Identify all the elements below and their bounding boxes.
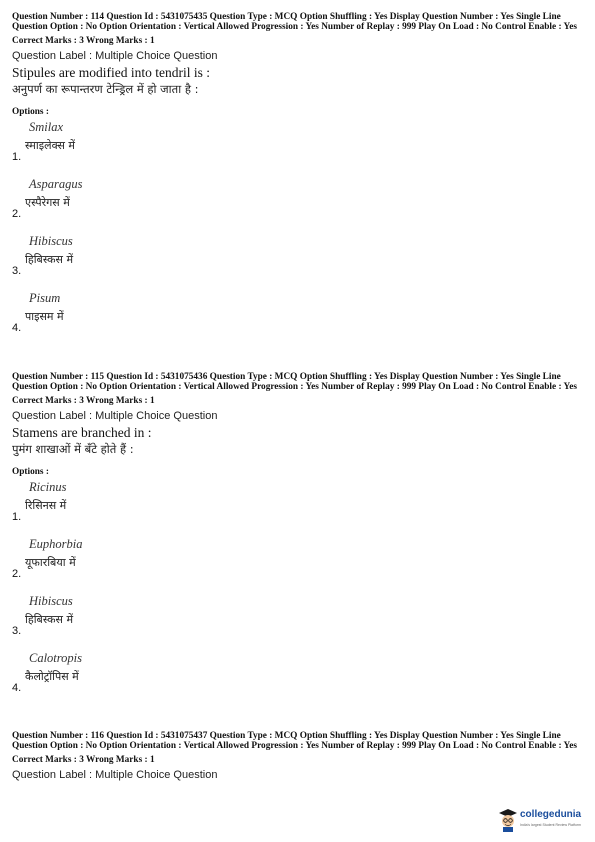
question-stem-english: Stamens are branched in :	[12, 425, 152, 441]
marks-line: Correct Marks : 3 Wrong Marks : 1	[12, 396, 155, 407]
graduate-avatar-icon	[498, 808, 518, 832]
question-block-116	[12, 731, 584, 782]
logo-tagline: India's largest Student Review Platform	[520, 823, 581, 827]
question-stem-hindi: पुमंग शाखाओं में बँटे होते हैं :	[12, 442, 134, 457]
collegedunia-logo	[498, 806, 590, 836]
option-text-hindi: कैलोट्रॉपिस में	[25, 670, 79, 684]
question-meta: Question Number : 115 Question Id : 5431075436 Question Type : MCQ Option Shuffling : Yes Display Question Number : Yes Single Line Question Option : No Option Orientation : Vertical Allowed Progression : Yes Number of Replay : 999 Play On Load : No Control Enable : Yes	[12, 372, 577, 393]
option-text-hindi: रिसिनस में	[25, 499, 67, 513]
question-meta: Question Number : 114 Question Id : 5431075435 Question Type : MCQ Option Shuffling : Yes Display Question Number : Yes Single Line Question Option : No Option Orientation : Vertical Allowed Progression : Yes Number of Replay : 999 Play On Load : No Control Enable : Yes	[12, 12, 577, 33]
question-stem-english: Stipules are modified into tendril is :	[12, 65, 210, 81]
option-text-english: Hibiscus	[29, 594, 73, 609]
option-text-english: Smilax	[29, 120, 64, 135]
option-number: 2.	[12, 568, 22, 581]
options-heading: Options :	[12, 107, 49, 118]
option-text-hindi: यूफारबिया में	[25, 556, 76, 570]
option-3	[12, 232, 584, 289]
option-number: 2.	[12, 208, 22, 221]
option-text-hindi: हिबिस्कस में	[25, 613, 74, 627]
option-number: 4.	[12, 322, 22, 335]
option-number: 1.	[12, 151, 22, 164]
options-heading: Options :	[12, 467, 49, 478]
marks-line: Correct Marks : 3 Wrong Marks : 1	[12, 36, 155, 47]
option-1	[12, 118, 584, 175]
option-text-hindi: स्माइलेक्स में	[25, 139, 76, 153]
question-label: Question Label : Multiple Choice Question	[12, 50, 218, 63]
option-text-english: Hibiscus	[29, 234, 73, 249]
option-2	[12, 535, 584, 592]
option-4	[12, 649, 584, 706]
option-text-english: Asparagus	[29, 177, 83, 192]
question-meta: Question Number : 116 Question Id : 5431075437 Question Type : MCQ Option Shuffling : Yes Display Question Number : Yes Single Line Question Option : No Option Orientation : Vertical Allowed Progression : Yes Number of Replay : 999 Play On Load : No Control Enable : Yes	[12, 731, 577, 752]
option-text-hindi: एस्पैरेगस में	[25, 196, 70, 210]
option-1	[12, 478, 584, 535]
option-number: 3.	[12, 625, 22, 638]
option-text-english: Ricinus	[29, 480, 67, 495]
option-text-english: Euphorbia	[29, 537, 83, 552]
option-text-hindi: हिबिस्कस में	[25, 253, 74, 267]
logo-text: collegedunia	[520, 809, 582, 820]
option-text-english: Pisum	[29, 291, 61, 306]
option-number: 1.	[12, 511, 22, 524]
question-stem-hindi: अनुपर्ण का रूपान्तरण टेन्ड्रिल में हो जाता है :	[12, 82, 199, 97]
option-number: 3.	[12, 265, 22, 278]
question-block-114	[12, 12, 584, 346]
option-3	[12, 592, 584, 649]
option-text-hindi: पाइसम में	[25, 310, 64, 324]
option-4	[12, 289, 584, 346]
option-number: 4.	[12, 682, 22, 695]
marks-line: Correct Marks : 3 Wrong Marks : 1	[12, 755, 155, 766]
option-2	[12, 175, 584, 232]
question-label: Question Label : Multiple Choice Question	[12, 769, 218, 782]
question-label: Question Label : Multiple Choice Question	[12, 410, 218, 423]
option-text-english: Calotropis	[29, 651, 83, 666]
question-block-115	[12, 372, 584, 706]
